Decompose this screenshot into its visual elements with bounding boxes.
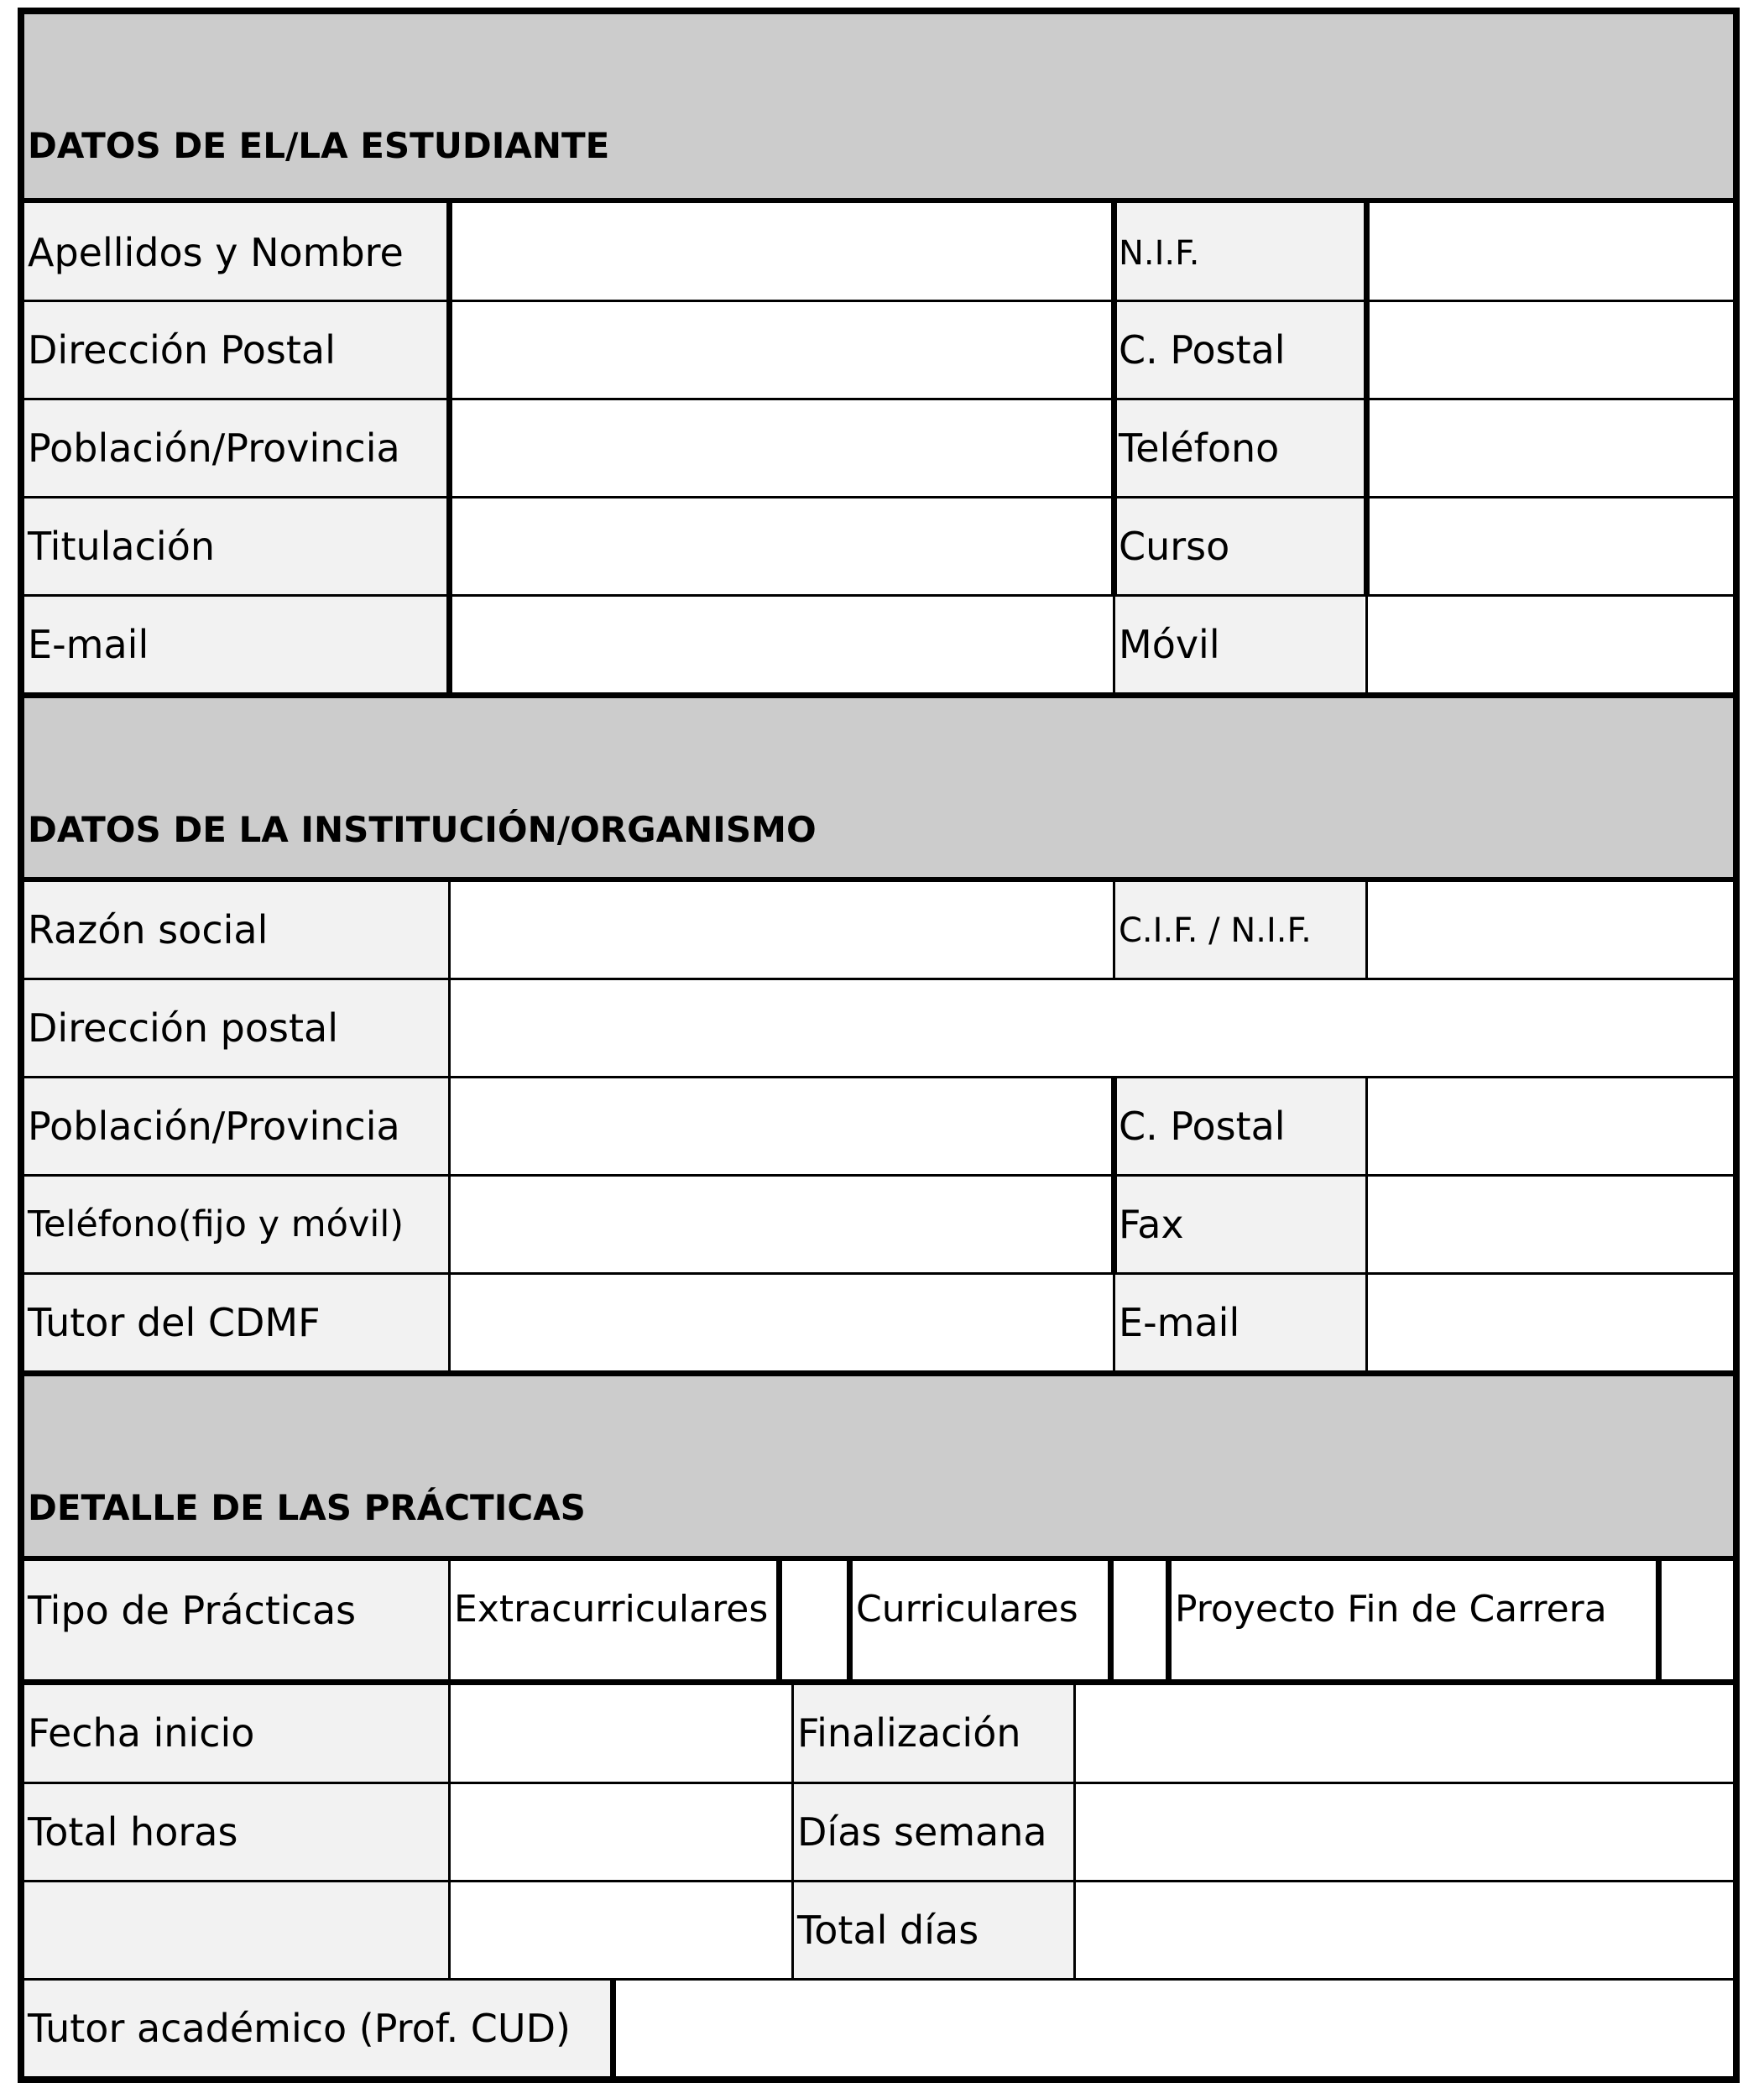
- inst-address-label-cell: [24, 980, 448, 1076]
- academic-tutor-label-cell: [24, 1981, 610, 2076]
- inst-name-label: Razón social: [28, 907, 269, 953]
- student-postal-field[interactable]: [1370, 302, 1733, 398]
- student-email-label: E-mail: [28, 622, 149, 667]
- inst-tutor-label: Tutor del CDMF: [28, 1300, 321, 1345]
- total-days-label: Total días: [797, 1908, 979, 1953]
- student-nif-field[interactable]: [1370, 203, 1733, 300]
- inst-postal-label-cell: [1115, 1078, 1365, 1174]
- student-address-field[interactable]: [452, 302, 1111, 398]
- total-hours-field[interactable]: [451, 1784, 791, 1880]
- student-city-label: Población/Provincia: [28, 425, 400, 471]
- inst-cif-label: C.I.F. / N.I.F.: [1119, 911, 1312, 950]
- student-city-label-cell: [24, 400, 446, 496]
- student-phone-label: Teléfono: [1119, 425, 1280, 471]
- inst-email-field[interactable]: [1368, 1275, 1733, 1370]
- student-phone-field[interactable]: [1370, 400, 1733, 496]
- student-mobile-label-cell: [1115, 597, 1364, 692]
- inst-city-field[interactable]: [451, 1078, 1111, 1174]
- student-course-field[interactable]: [1370, 498, 1733, 594]
- inst-address-label: Dirección postal: [28, 1005, 338, 1051]
- student-degree-label: Titulación: [28, 524, 215, 569]
- student-phone-label-cell: [1115, 400, 1364, 496]
- inst-fax-label-cell: [1115, 1177, 1365, 1272]
- student-email-field[interactable]: [452, 597, 1111, 692]
- inst-fax-field[interactable]: [1368, 1177, 1733, 1272]
- inst-address-field[interactable]: [451, 980, 1733, 1076]
- student-name-label-cell: [24, 203, 446, 300]
- student-postal-label: C. Postal: [1119, 327, 1286, 373]
- student-nif-label: N.I.F.: [1119, 234, 1200, 273]
- inst-email-label-cell: [1115, 1275, 1365, 1370]
- practice-form: [18, 8, 1740, 2083]
- student-city-field[interactable]: [452, 400, 1111, 496]
- end-date-label: Finalización: [797, 1710, 1021, 1756]
- student-course-label: Curso: [1119, 524, 1230, 569]
- inst-cif-label-cell: [1115, 882, 1365, 978]
- week-days-label: Días semana: [797, 1809, 1047, 1855]
- start-date-label-cell: [24, 1685, 448, 1782]
- inst-cif-field[interactable]: [1368, 882, 1733, 978]
- week-days-label-cell: [794, 1784, 1073, 1880]
- option-extracurricular-label-cell: [451, 1561, 776, 1679]
- inst-email-label: E-mail: [1119, 1300, 1240, 1345]
- inst-city-label: Población/Provincia: [28, 1104, 400, 1149]
- option-curricular-label-cell: [853, 1561, 1108, 1679]
- student-address-label-cell: [24, 302, 446, 398]
- inst-tutor-field[interactable]: [451, 1275, 1113, 1370]
- practices-section-header: [24, 1376, 1733, 1556]
- student-degree-field[interactable]: [452, 498, 1111, 594]
- student-nif-label-cell: [1115, 203, 1364, 300]
- extracurricular-checkbox[interactable]: [782, 1561, 847, 1679]
- inst-phone-label-cell: [24, 1177, 448, 1272]
- student-mobile-label: Móvil: [1119, 622, 1220, 667]
- student-section-title: DATOS DE EL/LA ESTUDIANTE: [28, 125, 610, 166]
- inst-city-label-cell: [24, 1078, 448, 1174]
- student-degree-label-cell: [24, 498, 446, 594]
- blank-label-cell: [24, 1882, 448, 1978]
- practice-type-label-cell: [24, 1561, 448, 1679]
- inst-fax-label: Fax: [1119, 1202, 1184, 1247]
- total-days-label-cell: [794, 1882, 1073, 1978]
- option-pfc-label-cell: [1172, 1561, 1656, 1679]
- curricular-checkbox[interactable]: [1114, 1561, 1166, 1679]
- inst-name-field[interactable]: [451, 882, 1113, 978]
- institution-section-header: [24, 698, 1733, 877]
- practices-section-title: DETALLE DE LAS PRÁCTICAS: [28, 1487, 586, 1528]
- student-email-label-cell: [24, 597, 446, 692]
- student-name-label: Apellidos y Nombre: [28, 230, 404, 275]
- total-hours-label-cell: [24, 1784, 448, 1880]
- institution-section-title: DATOS DE LA INSTITUCIÓN/ORGANISMO: [28, 809, 817, 850]
- option-curricular-label: Curriculares: [856, 1588, 1078, 1631]
- week-days-field[interactable]: [1076, 1784, 1733, 1880]
- student-name-field[interactable]: [452, 203, 1111, 300]
- student-section-header: [24, 14, 1733, 198]
- end-date-field[interactable]: [1076, 1685, 1733, 1782]
- start-date-field[interactable]: [451, 1685, 791, 1782]
- student-postal-label-cell: [1115, 302, 1364, 398]
- end-date-label-cell: [794, 1685, 1073, 1782]
- inst-postal-field[interactable]: [1368, 1078, 1733, 1174]
- option-pfc-label: Proyecto Fin de Carrera: [1175, 1588, 1607, 1631]
- inst-phone-label: Teléfono(fijo y móvil): [28, 1203, 404, 1245]
- total-days-field[interactable]: [1076, 1882, 1733, 1978]
- inst-tutor-label-cell: [24, 1275, 448, 1370]
- academic-tutor-field[interactable]: [616, 1981, 1733, 2076]
- pfc-checkbox[interactable]: [1662, 1561, 1733, 1679]
- inst-name-label-cell: [24, 882, 448, 978]
- start-date-label: Fecha inicio: [28, 1710, 255, 1756]
- practice-type-label: Tipo de Prácticas: [28, 1588, 357, 1633]
- blank-field[interactable]: [451, 1882, 791, 1978]
- option-extracurricular-label: Extracurriculares: [454, 1588, 769, 1631]
- student-course-label-cell: [1115, 498, 1364, 594]
- total-hours-label: Total horas: [28, 1809, 238, 1855]
- inst-postal-label: C. Postal: [1119, 1104, 1286, 1149]
- academic-tutor-label: Tutor académico (Prof. CUD): [28, 2006, 571, 2051]
- inst-phone-field[interactable]: [451, 1177, 1111, 1272]
- student-address-label: Dirección Postal: [28, 327, 336, 373]
- student-mobile-field[interactable]: [1370, 597, 1733, 692]
